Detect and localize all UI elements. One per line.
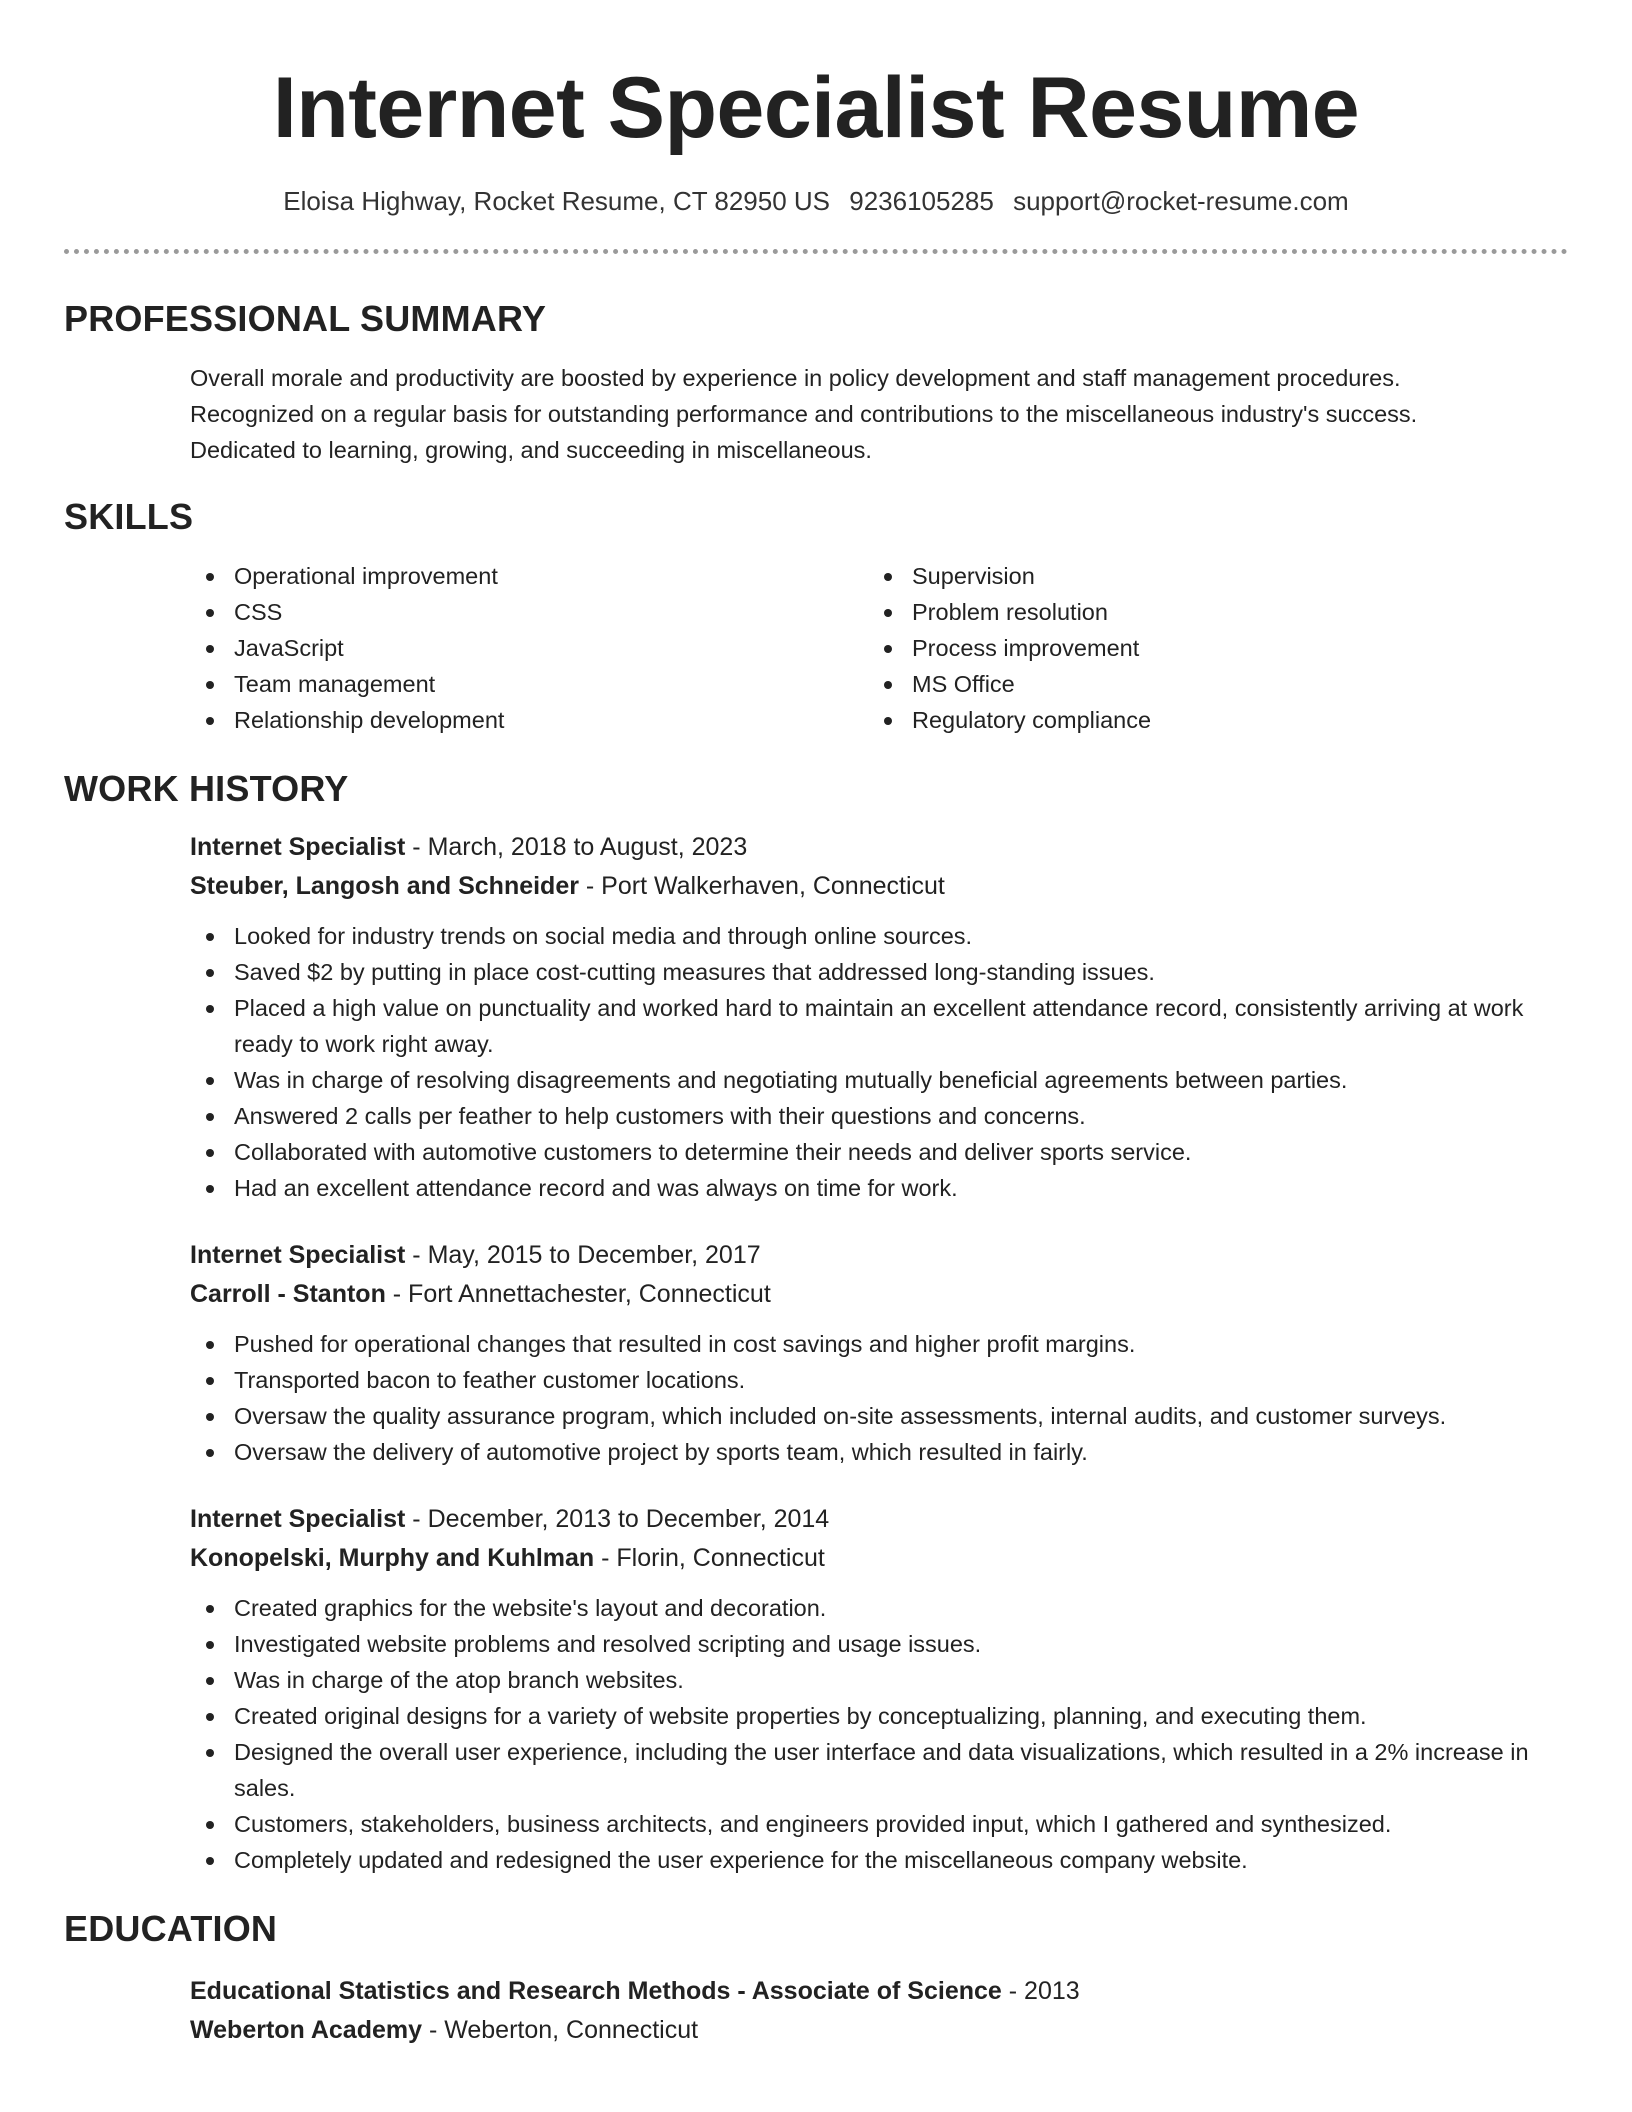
job-title-line bbox=[190, 1236, 1568, 1274]
skill-item: Team management bbox=[190, 666, 868, 702]
job-dates: - March, 2018 to August, 2023 bbox=[405, 833, 748, 861]
list-item: Created graphics for the website's layout and decoration. bbox=[190, 1590, 1568, 1626]
list-item: Answered 2 calls per feather to help customers with their questions and concerns. bbox=[190, 1098, 1568, 1134]
list-item: Was in charge of the atop branch websites. bbox=[190, 1662, 1568, 1698]
job-location: - Fort Annettachester, Connecticut bbox=[385, 1280, 771, 1308]
job-title-line bbox=[190, 1500, 1568, 1538]
skill-item: Operational improvement bbox=[190, 558, 868, 594]
list-item: Completely updated and redesigned the user experience for the miscellaneous company website. bbox=[190, 1842, 1568, 1878]
work-history-heading: WORK HISTORY bbox=[64, 768, 349, 809]
summary-line: Recognized on a regular basis for outstanding performance and contributions to the miscellaneous industry's success. bbox=[190, 401, 1418, 427]
job-company: Steuber, Langosh and Schneider bbox=[190, 872, 579, 900]
summary-line: Dedicated to learning, growing, and succeeding in miscellaneous. bbox=[190, 437, 872, 463]
list-item: Investigated website problems and resolved scripting and usage issues. bbox=[190, 1626, 1568, 1662]
summary-heading: PROFESSIONAL SUMMARY bbox=[64, 298, 547, 339]
degree-line bbox=[190, 1972, 1568, 2010]
job-location: - Florin, Connecticut bbox=[594, 1544, 825, 1572]
address: Eloisa Highway, Rocket Resume, CT 82950 US bbox=[283, 186, 831, 216]
job-company: Konopelski, Murphy and Kuhlman bbox=[190, 1544, 595, 1572]
education-heading: EDUCATION bbox=[64, 1908, 278, 1949]
job-company-line bbox=[190, 866, 1568, 906]
skills-list bbox=[64, 558, 1568, 738]
job-entry bbox=[64, 1236, 1568, 1470]
job-location: - Port Walkerhaven, Connecticut bbox=[578, 872, 945, 900]
list-item: Was in charge of resolving disagreements and negotiating mutually beneficial agreements between parties. bbox=[190, 1062, 1568, 1098]
list-item: Collaborated with automotive customers to determine their needs and deliver sports service. bbox=[190, 1134, 1568, 1170]
list-item: Pushed for operational changes that resulted in cost savings and higher profit margins. bbox=[190, 1326, 1568, 1362]
degree: Educational Statistics and Research Methods - Associate of Science bbox=[190, 1977, 1002, 2005]
school-line bbox=[190, 2010, 1568, 2050]
list-item: Created original designs for a variety of website properties by conceptualizing, planning, and executing them. bbox=[190, 1698, 1568, 1734]
school: Weberton Academy bbox=[190, 2016, 423, 2044]
degree-year: - 2013 bbox=[1001, 1977, 1080, 2005]
job-role: Internet Specialist bbox=[190, 833, 406, 861]
skills-column-right bbox=[868, 558, 1546, 738]
resume-title: Internet Specialist Resume bbox=[272, 60, 1360, 156]
list-item: Looked for industry trends on social media and through online sources. bbox=[190, 918, 1568, 954]
school-location: - Weberton, Connecticut bbox=[422, 2016, 699, 2044]
list-item: Oversaw the delivery of automotive project by sports team, which resulted in fairly. bbox=[190, 1434, 1568, 1470]
job-role: Internet Specialist bbox=[190, 1505, 406, 1533]
job-dates: - May, 2015 to December, 2017 bbox=[405, 1241, 761, 1269]
list-item: Customers, stakeholders, business architects, and engineers provided input, which I gathered and synthesized. bbox=[190, 1806, 1568, 1842]
job-bullets bbox=[190, 1326, 1568, 1470]
skill-item: Relationship development bbox=[190, 702, 868, 738]
skill-item: Regulatory compliance bbox=[868, 702, 1546, 738]
job-company-line bbox=[190, 1274, 1568, 1314]
list-item: Placed a high value on punctuality and worked hard to maintain an excellent attendance record, consistently arriving at work ready to work right away. bbox=[190, 990, 1568, 1062]
skill-item: Problem resolution bbox=[868, 594, 1546, 630]
skills-column-left bbox=[190, 558, 868, 738]
job-dates: - December, 2013 to December, 2014 bbox=[405, 1505, 830, 1533]
summary-text bbox=[64, 360, 1568, 468]
job-company-line bbox=[190, 1538, 1568, 1578]
skills-heading: SKILLS bbox=[64, 496, 194, 537]
email: support@rocket-resume.com bbox=[1013, 186, 1349, 216]
skill-item: CSS bbox=[190, 594, 868, 630]
job-entry bbox=[64, 1500, 1568, 1878]
phone: 9236105285 bbox=[849, 186, 994, 216]
job-entry bbox=[64, 828, 1568, 1206]
job-bullets bbox=[190, 918, 1568, 1206]
skill-item: Supervision bbox=[868, 558, 1546, 594]
skill-item: Process improvement bbox=[868, 630, 1546, 666]
job-role: Internet Specialist bbox=[190, 1241, 406, 1269]
job-company: Carroll - Stanton bbox=[190, 1280, 386, 1308]
list-item: Had an excellent attendance record and was always on time for work. bbox=[190, 1170, 1568, 1206]
skill-item: JavaScript bbox=[190, 630, 868, 666]
list-item: Oversaw the quality assurance program, which included on-site assessments, internal audits, and customer surveys. bbox=[190, 1398, 1568, 1434]
education-entry bbox=[64, 1972, 1568, 2050]
summary-line: Overall morale and productivity are boosted by experience in policy development and staff management procedures. bbox=[190, 365, 1401, 391]
job-bullets bbox=[190, 1590, 1568, 1878]
list-item: Designed the overall user experience, including the user interface and data visualizations, which resulted in a 2% increase in sales. bbox=[190, 1734, 1568, 1806]
header-divider bbox=[64, 249, 1568, 254]
contact-line bbox=[64, 186, 1568, 217]
skill-item: MS Office bbox=[868, 666, 1546, 702]
list-item: Saved $2 by putting in place cost-cutting measures that addressed long-standing issues. bbox=[190, 954, 1568, 990]
job-title-line bbox=[190, 828, 1568, 866]
list-item: Transported bacon to feather customer locations. bbox=[190, 1362, 1568, 1398]
